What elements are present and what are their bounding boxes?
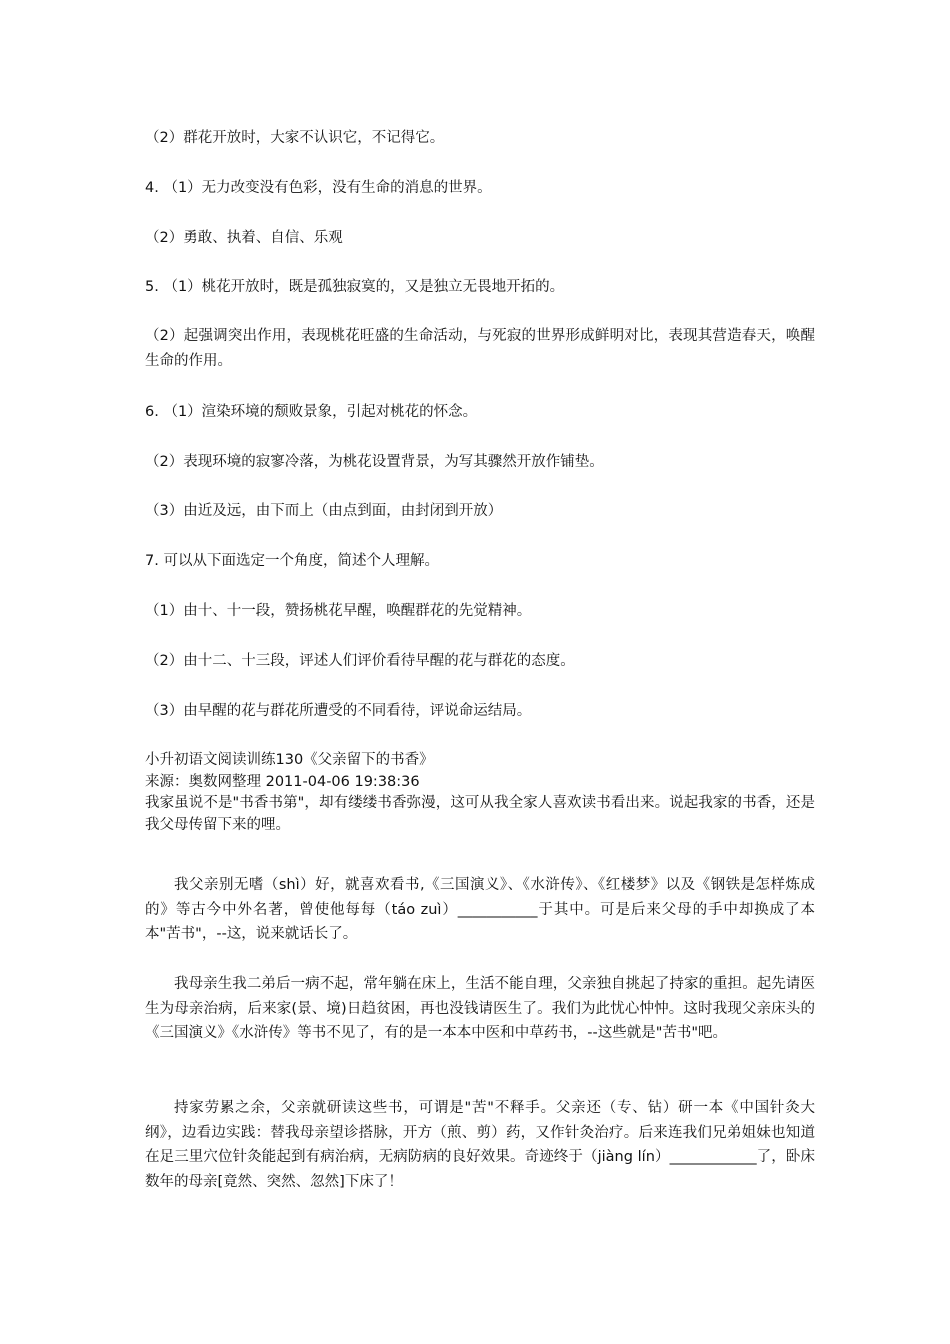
article-paragraph-3: 持家劳累之余，父亲就研读这些书，可谓是"苦"不释手。父亲还（专、钻）研一本《中国针灸大纲》，边看边实践：替我母亲望诊搭脉，开方（煎、剪）药，又作针灸治疗。后来连我们兄弟姐妹也知道在足三里穴位针灸能起到有病治病，无病防病的良好效果。奇迹终于（jiàng lín）____________了，卧床数年的母亲[竟然、突然、忽然]下床了！	[145, 1100, 815, 1190]
answer-q6-3: （3）由近及远，由下而上（由点到面，由封闭到开放）	[145, 503, 503, 519]
answer-q5-1: 5. （1）桃花开放时，既是孤独寂寞的，又是独立无畏地开拓的。	[145, 279, 565, 295]
answer-q5-2: （2）起强调突出作用，表现桃花旺盛的生命活动，与死寂的世界形成鲜明对比，表现其营造春天，唤醒生命的作用。	[145, 328, 815, 369]
answer-q7-2: （2）由十二、十三段，评述人们评价看待早醒的花与群花的态度。	[145, 653, 575, 669]
answer-q6-1: 6. （1）渲染环境的颓败景象，引起对桃花的怀念。	[145, 404, 478, 420]
answer-q7-1: （1）由十、十一段，赞扬桃花早醒，唤醒群花的先觉精神。	[145, 603, 532, 619]
article-header	[145, 750, 815, 836]
article-source: 来源：奥数网整理 2011-04-06 19:38:36	[145, 773, 420, 790]
article-paragraph-2: 我母亲生我二弟后一病不起，常年躺在床上，生活不能自理，父亲独自挑起了持家的重担。起先请医生为母亲治病，后来家(景、境)日趋贫困，再也没钱请医生了。我们为此忧心忡忡。这时我现父亲床头的《三国演义》《水浒传》等书不见了，有的是一本本中医和中草药书，--这些就是"苦书"吧。	[145, 976, 815, 1041]
article-intro: 我家虽说不是"书香书第"，却有缕缕书香弥漫，这可从我全家人喜欢读书看出来。说起我家的书香，还是我父母传留下来的哩。	[145, 795, 815, 833]
answer-q3-2: （2）群花开放时，大家不认识它，不记得它。	[145, 130, 445, 146]
answer-q6-2: （2）表现环境的寂寥冷落，为桃花设置背景，为写其骤然开放作铺垫。	[145, 454, 604, 470]
answer-q4-1: 4. （1）无力改变没有色彩，没有生命的消息的世界。	[145, 180, 492, 196]
answer-q7-3: （3）由早醒的花与群花所遭受的不同看待，评说命运结局。	[145, 703, 532, 719]
article-paragraph-1: 我父亲别无嗜（shì）好，就喜欢看书,《三国演义》、《水浒传》、《红楼梦》以及《钢铁是怎样炼成的》等古今中外名著，曾使他每每（táo zuì）___________于其中。可是后来父母的手中却换成了本本"苦书"，--这，说来就话长了。	[145, 877, 815, 942]
article-title: 小升初语文阅读训练130《父亲留下的书香》	[145, 752, 434, 768]
answer-q7: 7. 可以从下面选定一个角度，简述个人理解。	[145, 553, 439, 569]
answer-q4-2: （2）勇敢、执着、自信、乐观	[145, 230, 343, 246]
